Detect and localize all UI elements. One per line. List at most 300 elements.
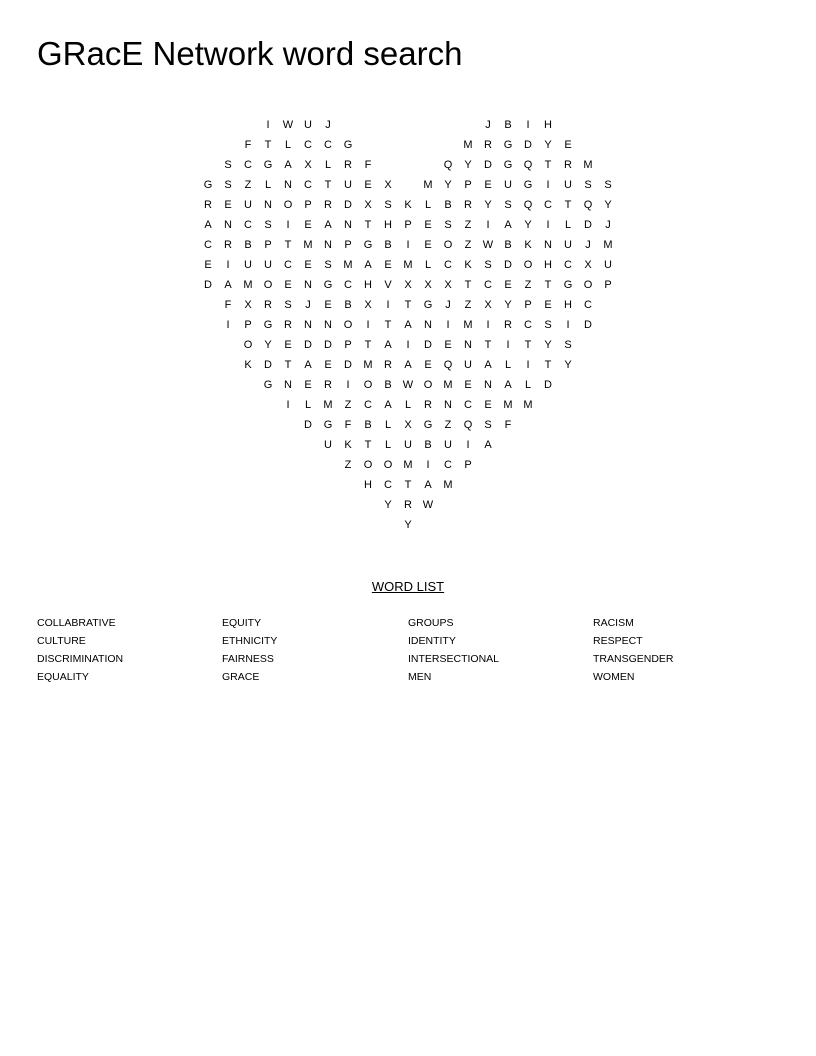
grid-letter: N xyxy=(284,379,292,391)
grid-letter: P xyxy=(344,339,352,351)
grid-letter: S xyxy=(484,419,492,431)
grid-letter: G xyxy=(263,159,273,171)
grid-letter: M xyxy=(403,459,413,471)
grid-letter: S xyxy=(384,199,392,211)
word-list-item: GROUPS xyxy=(408,617,454,629)
word-list-item: EQUALITY xyxy=(37,671,89,683)
grid-letter: C xyxy=(524,319,532,331)
grid-letter: M xyxy=(443,379,453,391)
word-list-item: MEN xyxy=(408,671,432,683)
grid-letter: A xyxy=(404,359,412,371)
grid-letter: M xyxy=(523,399,533,411)
grid-letter: S xyxy=(544,319,552,331)
grid-letter: N xyxy=(424,319,432,331)
grid-letter: S xyxy=(264,219,272,231)
grid-letter: Y xyxy=(444,179,452,191)
grid-letter: O xyxy=(343,319,353,331)
grid-letter: Y xyxy=(544,339,552,351)
grid-letter: M xyxy=(403,259,413,271)
grid-letter: X xyxy=(384,179,392,191)
grid-letter: H xyxy=(544,119,552,131)
grid-letter: E xyxy=(444,339,452,351)
grid-letter: M xyxy=(423,179,433,191)
grid-letter: R xyxy=(344,159,352,171)
grid-letter: Y xyxy=(484,199,492,211)
grid-letter: I xyxy=(546,219,550,231)
grid-letter: S xyxy=(604,179,612,191)
grid-letter: O xyxy=(363,379,373,391)
grid-letter: R xyxy=(324,199,332,211)
grid-letter: Y xyxy=(524,219,532,231)
grid-letter: Y xyxy=(464,159,472,171)
grid-letter: S xyxy=(444,219,452,231)
grid-letter: X xyxy=(404,279,412,291)
grid-letter: R xyxy=(504,319,512,331)
grid-letter: B xyxy=(504,119,512,131)
word-list-item: IDENTITY xyxy=(408,635,456,647)
grid-letter: E xyxy=(284,279,292,291)
grid-letter: L xyxy=(504,359,512,371)
grid-letter: T xyxy=(284,239,292,251)
grid-letter: S xyxy=(484,259,492,271)
grid-letter: D xyxy=(424,339,432,351)
grid-letter: B xyxy=(424,439,432,451)
grid-letter: L xyxy=(324,159,332,171)
grid-letter: I xyxy=(406,239,410,251)
grid-letter: L xyxy=(404,399,412,411)
grid-letter: L xyxy=(424,259,432,271)
grid-letter: R xyxy=(384,359,392,371)
grid-letter: C xyxy=(344,279,352,291)
word-list-item: DISCRIMINATION xyxy=(37,653,124,665)
grid-letter: R xyxy=(284,319,292,331)
grid-letter: S xyxy=(564,339,572,351)
grid-letter: W xyxy=(482,239,494,251)
grid-letter: I xyxy=(226,259,230,271)
grid-letter: M xyxy=(603,239,613,251)
grid-letter: S xyxy=(224,159,232,171)
grid-letter: N xyxy=(444,399,452,411)
grid-letter: Z xyxy=(524,279,532,291)
grid-letter: P xyxy=(604,279,612,291)
grid-letter: I xyxy=(226,319,230,331)
grid-letter: T xyxy=(264,139,272,151)
grid-letter: H xyxy=(544,259,552,271)
grid-letter: O xyxy=(383,459,393,471)
grid-letter: B xyxy=(244,239,252,251)
grid-letter: D xyxy=(524,139,532,151)
grid-letter: L xyxy=(304,399,312,411)
grid-letter: C xyxy=(244,159,252,171)
grid-letter: I xyxy=(566,319,570,331)
grid-letter: S xyxy=(284,299,292,311)
grid-letter: T xyxy=(464,279,472,291)
grid-letter: N xyxy=(304,279,312,291)
grid-letter: C xyxy=(464,399,472,411)
grid-letter: M xyxy=(323,399,333,411)
grid-letter: B xyxy=(384,239,392,251)
grid-letter: D xyxy=(584,219,592,231)
grid-letter: G xyxy=(323,419,333,431)
grid-letter: U xyxy=(324,439,332,451)
grid-letter: D xyxy=(344,199,352,211)
grid-letter: M xyxy=(463,139,473,151)
grid-letter: I xyxy=(486,219,490,231)
grid-letter: S xyxy=(324,259,332,271)
grid-letter: R xyxy=(464,199,472,211)
grid-letter: R xyxy=(324,379,332,391)
grid-letter: I xyxy=(526,119,530,131)
grid-letter: U xyxy=(604,259,612,271)
grid-letter: Z xyxy=(344,399,352,411)
grid-letter: S xyxy=(504,199,512,211)
grid-letter: T xyxy=(384,319,392,331)
grid-letter: U xyxy=(244,199,252,211)
grid-letter: P xyxy=(404,219,412,231)
word-list-heading: WORD LIST xyxy=(371,579,445,594)
grid-letter: C xyxy=(544,199,552,211)
grid-letter: G xyxy=(503,139,513,151)
grid-letter: N xyxy=(324,239,332,251)
grid-letter: A xyxy=(424,479,432,491)
grid-row xyxy=(0,295,816,315)
grid-letter: T xyxy=(404,299,412,311)
grid-letter: Q xyxy=(443,159,453,171)
word-list-item: RESPECT xyxy=(593,635,643,647)
grid-letter: A xyxy=(304,359,312,371)
grid-letter: E xyxy=(224,199,232,211)
word-list-item: INTERSECTIONAL xyxy=(408,653,500,665)
grid-letter: U xyxy=(344,179,352,191)
grid-letter: U xyxy=(464,359,472,371)
grid-letter: I xyxy=(266,119,270,131)
grid-letter: K xyxy=(244,359,252,371)
grid-letter: U xyxy=(444,439,452,451)
grid-letter: R xyxy=(404,499,412,511)
grid-row xyxy=(0,515,816,535)
grid-letter: G xyxy=(263,379,273,391)
grid-letter: H xyxy=(364,279,372,291)
grid-letter: K xyxy=(524,239,532,251)
grid-letter: T xyxy=(324,179,332,191)
grid-letter: Y xyxy=(604,199,612,211)
grid-letter: E xyxy=(384,259,392,271)
grid-letter: C xyxy=(444,459,452,471)
grid-letter: M xyxy=(243,279,253,291)
grid-letter: D xyxy=(304,419,312,431)
grid-letter: M xyxy=(443,479,453,491)
grid-letter: E xyxy=(504,279,512,291)
word-list-item: WOMEN xyxy=(593,671,635,683)
grid-letter: C xyxy=(244,219,252,231)
grid-letter: J xyxy=(325,119,331,131)
grid-letter: G xyxy=(203,179,213,191)
grid-letter: T xyxy=(364,339,372,351)
grid-letter: C xyxy=(284,259,292,271)
grid-row xyxy=(0,355,816,375)
grid-letter: F xyxy=(224,299,232,311)
grid-letter: Q xyxy=(443,359,453,371)
grid-letter: U xyxy=(504,179,512,191)
grid-letter: N xyxy=(484,379,492,391)
grid-letter: X xyxy=(244,299,252,311)
grid-letter: E xyxy=(424,219,432,231)
grid-letter: C xyxy=(564,259,572,271)
grid-row xyxy=(0,415,816,435)
grid-letter: I xyxy=(506,339,510,351)
grid-row xyxy=(0,235,816,255)
grid-letter: N xyxy=(304,319,312,331)
grid-letter: Q xyxy=(583,199,593,211)
grid-letter: L xyxy=(284,139,292,151)
grid-letter: X xyxy=(364,199,372,211)
word-list-item: EQUITY xyxy=(222,617,262,629)
grid-letter: I xyxy=(426,459,430,471)
grid-letter: D xyxy=(344,359,352,371)
grid-letter: N xyxy=(544,239,552,251)
grid-letter: O xyxy=(263,279,273,291)
grid-letter: C xyxy=(364,399,372,411)
grid-row xyxy=(0,215,816,235)
word-list-item: TRANSGENDER xyxy=(593,653,674,665)
grid-letter: I xyxy=(486,319,490,331)
grid-letter: L xyxy=(264,179,272,191)
grid-letter: E xyxy=(284,339,292,351)
grid-letter: L xyxy=(424,199,432,211)
grid-letter: Y xyxy=(384,499,392,511)
grid-letter: X xyxy=(584,259,592,271)
grid-letter: U xyxy=(564,179,572,191)
grid-letter: C xyxy=(204,239,212,251)
grid-letter: M xyxy=(303,239,313,251)
grid-letter: A xyxy=(364,259,372,271)
grid-letter: D xyxy=(584,319,592,331)
grid-letter: M xyxy=(363,359,373,371)
grid-letter: C xyxy=(584,299,592,311)
grid-letter: R xyxy=(424,399,432,411)
word-list-column xyxy=(408,614,588,686)
grid-letter: A xyxy=(484,439,492,451)
grid-letter: H xyxy=(364,479,372,491)
grid-letter: S xyxy=(584,179,592,191)
grid-letter: X xyxy=(424,279,432,291)
grid-letter: E xyxy=(484,179,492,191)
grid-letter: H xyxy=(564,299,572,311)
grid-letter: A xyxy=(504,379,512,391)
grid-letter: K xyxy=(344,439,352,451)
grid-letter: E xyxy=(304,379,312,391)
grid-letter: J xyxy=(445,299,451,311)
grid-letter: F xyxy=(504,419,512,431)
grid-letter: E xyxy=(304,219,312,231)
grid-letter: O xyxy=(283,199,293,211)
grid-letter: O xyxy=(363,459,373,471)
grid-letter: W xyxy=(402,379,414,391)
grid-row xyxy=(0,255,816,275)
word-list-item: FAIRNESS xyxy=(222,653,274,665)
grid-letter: P xyxy=(264,239,272,251)
grid-letter: I xyxy=(446,319,450,331)
grid-letter: E xyxy=(204,259,212,271)
grid-letter: B xyxy=(444,199,452,211)
grid-letter: T xyxy=(484,339,492,351)
word-list-item: RACISM xyxy=(593,617,634,629)
grid-letter: N xyxy=(224,219,232,231)
grid-letter: N xyxy=(264,199,272,211)
grid-letter: N xyxy=(284,179,292,191)
grid-letter: U xyxy=(564,239,572,251)
grid-letter: X xyxy=(404,419,412,431)
grid-letter: O xyxy=(243,339,253,351)
grid-letter: Y xyxy=(544,139,552,151)
grid-letter: G xyxy=(503,159,513,171)
grid-letter: X xyxy=(444,279,452,291)
grid-letter: L xyxy=(524,379,532,391)
grid-row xyxy=(0,135,816,155)
grid-letter: H xyxy=(384,219,392,231)
grid-letter: A xyxy=(484,359,492,371)
grid-letter: I xyxy=(366,319,370,331)
grid-letter: R xyxy=(224,239,232,251)
grid-letter: Z xyxy=(344,459,352,471)
grid-letter: M xyxy=(343,259,353,271)
grid-letter: Q xyxy=(523,159,533,171)
grid-letter: M xyxy=(463,319,473,331)
grid-row xyxy=(0,435,816,455)
grid-letter: M xyxy=(503,399,513,411)
grid-letter: Z xyxy=(464,299,472,311)
grid-letter: N xyxy=(464,339,472,351)
grid-letter: L xyxy=(384,419,392,431)
grid-letter: Y xyxy=(404,519,412,531)
grid-letter: Q xyxy=(463,419,473,431)
grid-letter: L xyxy=(564,219,572,231)
grid-row xyxy=(0,275,816,295)
grid-letter: D xyxy=(484,159,492,171)
grid-letter: Z xyxy=(464,219,472,231)
grid-letter: F xyxy=(244,139,252,151)
grid-letter: F xyxy=(344,419,352,431)
grid-letter: E xyxy=(564,139,572,151)
grid-letter: I xyxy=(466,439,470,451)
grid-row xyxy=(0,155,816,175)
grid-letter: G xyxy=(563,279,573,291)
grid-letter: G xyxy=(343,139,353,151)
grid-letter: O xyxy=(583,279,593,291)
grid-letter: A xyxy=(504,219,512,231)
grid-letter: T xyxy=(544,279,552,291)
grid-letter: R xyxy=(264,299,272,311)
grid-letter: R xyxy=(564,159,572,171)
grid-row xyxy=(0,375,816,395)
grid-letter: G xyxy=(423,299,433,311)
grid-letter: A xyxy=(384,399,392,411)
grid-letter: P xyxy=(464,459,472,471)
grid-letter: Q xyxy=(523,199,533,211)
word-list-item: COLLABRATIVE xyxy=(37,617,116,629)
grid-letter: P xyxy=(524,299,532,311)
grid-letter: E xyxy=(484,399,492,411)
grid-letter: D xyxy=(504,259,512,271)
grid-letter: C xyxy=(324,139,332,151)
grid-letter: U xyxy=(304,119,312,131)
grid-letter: A xyxy=(324,219,332,231)
grid-letter: T xyxy=(364,219,372,231)
grid-letter: P xyxy=(344,239,352,251)
grid-letter: D xyxy=(304,339,312,351)
grid-letter: A xyxy=(384,339,392,351)
grid-letter: C xyxy=(484,279,492,291)
grid-letter: B xyxy=(504,239,512,251)
grid-letter: T xyxy=(564,199,572,211)
grid-letter: T xyxy=(524,339,532,351)
grid-letter: Y xyxy=(564,359,572,371)
grid-letter: Z xyxy=(444,419,452,431)
grid-letter: I xyxy=(546,179,550,191)
grid-row xyxy=(0,455,816,475)
grid-letter: G xyxy=(423,419,433,431)
grid-letter: C xyxy=(384,479,392,491)
grid-letter: U xyxy=(404,439,412,451)
grid-letter: D xyxy=(204,279,212,291)
grid-letter: E xyxy=(424,359,432,371)
word-list-item: CULTURE xyxy=(37,635,86,647)
grid-letter: N xyxy=(344,219,352,231)
grid-letter: X xyxy=(364,299,372,311)
grid-letter: W xyxy=(422,499,434,511)
grid-letter: K xyxy=(464,259,472,271)
grid-letter: L xyxy=(384,439,392,451)
grid-letter: E xyxy=(304,259,312,271)
grid-letter: P xyxy=(304,199,312,211)
grid-letter: D xyxy=(324,339,332,351)
grid-letter: C xyxy=(304,139,312,151)
grid-letter: O xyxy=(523,259,533,271)
grid-letter: E xyxy=(324,299,332,311)
grid-letter: J xyxy=(605,219,611,231)
grid-letter: X xyxy=(484,299,492,311)
grid-letter: E xyxy=(544,299,552,311)
grid-letter: M xyxy=(583,159,593,171)
grid-letter: C xyxy=(304,179,312,191)
word-list-column xyxy=(37,614,217,686)
grid-row xyxy=(0,495,816,515)
grid-letter: Z xyxy=(464,239,472,251)
grid-letter: A xyxy=(404,319,412,331)
grid-letter: G xyxy=(523,179,533,191)
grid-letter: D xyxy=(264,359,272,371)
word-list-item: GRACE xyxy=(222,671,260,683)
grid-row xyxy=(0,175,816,195)
grid-letter: T xyxy=(404,479,412,491)
grid-letter: Z xyxy=(244,179,252,191)
grid-letter: V xyxy=(384,279,392,291)
grid-letter: A xyxy=(284,159,292,171)
grid-letter: S xyxy=(224,179,232,191)
grid-letter: P xyxy=(464,179,472,191)
grid-letter: P xyxy=(244,319,252,331)
grid-letter: K xyxy=(404,199,412,211)
grid-letter: I xyxy=(346,379,350,391)
grid-letter: Y xyxy=(504,299,512,311)
grid-letter: E xyxy=(324,359,332,371)
grid-letter: U xyxy=(244,259,252,271)
grid-letter: F xyxy=(364,159,372,171)
grid-letter: G xyxy=(263,319,273,331)
grid-letter: T xyxy=(544,159,552,171)
grid-letter: G xyxy=(323,279,333,291)
grid-letter: X xyxy=(304,159,312,171)
